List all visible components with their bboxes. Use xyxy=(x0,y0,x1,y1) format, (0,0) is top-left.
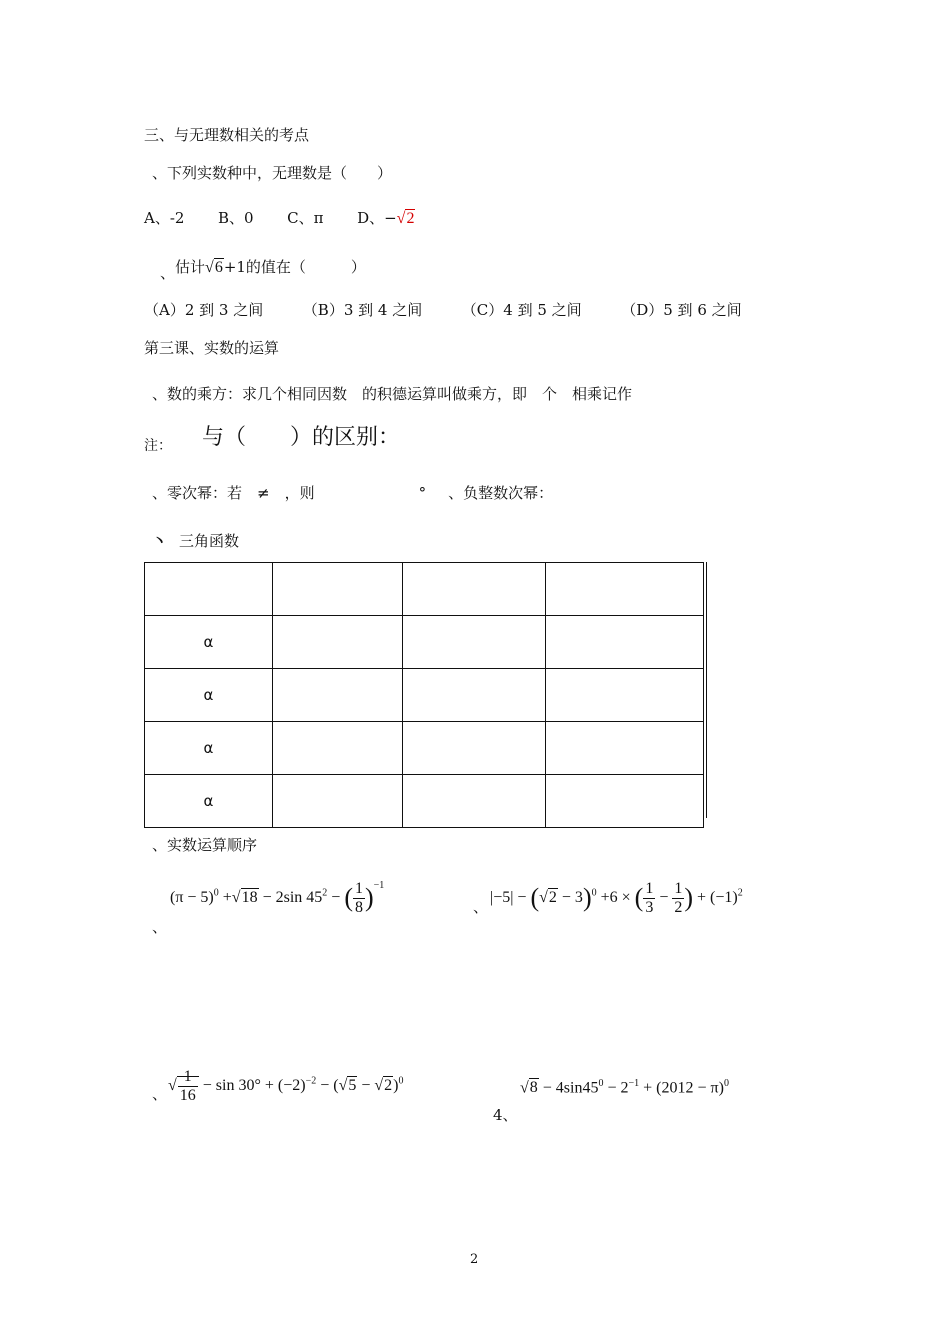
table-cell: α xyxy=(145,722,273,775)
table-cell xyxy=(403,775,546,828)
option-a: （A）2 到 3 之间 xyxy=(144,301,264,319)
exercise-4: $√8 - 4\sin 45^0 - 2^{-1} + (2012 - \pi)^0$ xyxy=(520,1078,729,1097)
table-cell xyxy=(546,669,704,722)
table-cell xyxy=(273,563,403,616)
option-a: A、-2 xyxy=(144,209,185,227)
table-double-border xyxy=(706,562,707,818)
table-cell xyxy=(403,722,546,775)
table-cell xyxy=(273,669,403,722)
exercise-1: $(\pi - 5)^0 +√18 - 2\sin$ $45^2$ − ( $\frac{1}{8}$ )$^{-1}$ xyxy=(170,880,385,916)
table-cell xyxy=(273,616,403,669)
table-cell: α xyxy=(145,669,273,722)
question-1-stem: 、下列实数种中，无理数是（ ） xyxy=(152,164,393,182)
table-cell xyxy=(546,563,704,616)
question-1-options xyxy=(144,207,415,228)
power-definition: 、数的乘方：求几个相同因数 的积德运算叫做乘方，即 个 相乘记作 xyxy=(152,385,633,403)
option-d: D、− xyxy=(357,209,397,227)
table-row xyxy=(145,669,704,722)
table-cell: α xyxy=(145,616,273,669)
table-cell xyxy=(403,669,546,722)
table-cell xyxy=(546,775,704,828)
table-cell xyxy=(403,563,546,616)
option-b: B、0 xyxy=(218,209,254,227)
page-number: 2 xyxy=(470,1252,479,1267)
question-2-options xyxy=(144,299,742,320)
exercise-2: $|-5| - (√2 - 3)^0 +6$ × ( $\frac{1}{3}$ − $\frac{1}{2}$ ) + $(-1)^2$ xyxy=(490,880,743,916)
table-cell: α xyxy=(145,775,273,828)
trig-heading: 丶 三角函数 xyxy=(152,532,240,550)
note: 注： 与（ ）的区别： xyxy=(144,425,401,454)
exercise-4-mark: 4、 xyxy=(493,1106,518,1124)
table-row xyxy=(145,775,704,828)
option-b: （B）3 到 4 之间 xyxy=(302,301,423,319)
zero-power: 、零次幂：若 ≠ ，则 ° 、负整数次幂： xyxy=(152,484,554,502)
table-cell xyxy=(403,616,546,669)
lesson-title: 第三课、实数的运算 xyxy=(144,339,280,357)
order-title: 、实数运算顺序 xyxy=(152,836,258,854)
exercise-3: √ $\frac{1}{16}$ − $\sin 30^\circ + (-2)^{-2} - (√5 - √2)^0$ xyxy=(168,1068,404,1104)
table-cell xyxy=(546,722,704,775)
table-row xyxy=(145,563,704,616)
exercise-1-mark: 、 xyxy=(152,918,168,936)
table-row xyxy=(145,616,704,669)
table-cell xyxy=(145,563,273,616)
section-title: 三、与无理数相关的考点 xyxy=(144,126,310,144)
exercise-2-mark: 、 xyxy=(473,898,489,916)
table-cell xyxy=(273,722,403,775)
exercise-3-mark: 、 xyxy=(152,1085,168,1103)
option-d: （D）5 到 6 之间 xyxy=(621,301,742,319)
table-cell xyxy=(273,775,403,828)
table-cell xyxy=(546,616,704,669)
option-c: C、π xyxy=(287,209,324,227)
sqrt-2-red: √2 xyxy=(396,210,415,227)
table-row xyxy=(145,722,704,775)
option-c: （C）4 到 5 之间 xyxy=(461,301,582,319)
trig-table xyxy=(144,562,704,828)
question-2-stem: 、估计√6+1的值在（ ） xyxy=(160,258,366,282)
